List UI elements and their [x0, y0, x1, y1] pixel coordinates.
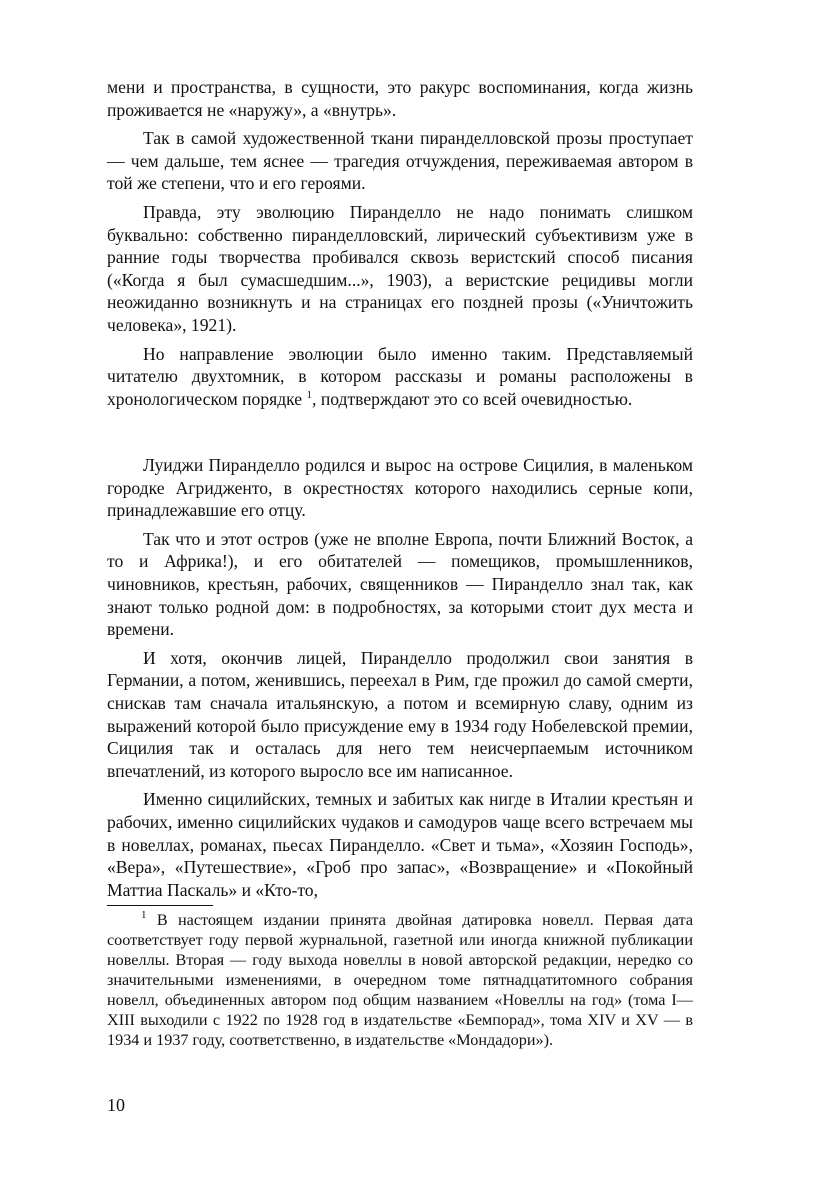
paragraph	[107, 343, 693, 411]
paragraph: Так в самой художественной ткани пиранделловской прозы проступает — чем дальше, тем яснее — трагедия отчуждения, переживаемая автором в той же степени, что и его героями.	[107, 128, 693, 194]
footnote-marker: 1	[141, 909, 147, 921]
paragraph: И хотя, окончив лицей, Пиранделло продолжил свои занятия в Германии, а потом, женившись, переехал в Рим, где прожил до самой смерти, снискав там сначала итальянскую, а потом и всемирную славу, одним из выражений которой было присуждение ему в 1934 году Нобелевской премии, Сицилия так и осталась для него тем неисчерпаемым источником впечатлений, из которого выросло все им написанное.	[107, 647, 693, 781]
text-section-2	[107, 454, 693, 907]
page-number: 10	[107, 1095, 125, 1115]
footnote-reference[interactable]: 1	[306, 388, 313, 401]
text-section-1	[107, 76, 693, 416]
paragraph: Правда, эту эволюцию Пиранделло не надо понимать слишком буквально: собственно пиранделловский, лирический субъективизм уже в ранние годы творчества пробивался сквозь веристский способ писания («Когда я был сумасшедшим...», 1903), а веристские рецидивы могли неожиданно возникнуть и на страницах его поздней прозы («Уничтожить человека», 1921).	[107, 201, 693, 335]
paragraph: мени и пространства, в сущности, это ракурс воспоминания, когда жизнь проживается не «наружу», а «внутрь».	[107, 77, 693, 120]
paragraph-text: Но направление эволюции было именно таким. Представляемый читателю двухтомник, в котором рассказы и романы расположены в хронологическом порядке	[107, 343, 693, 409]
footnote	[107, 910, 693, 1050]
footnote-text: В настоящем издании принята двойная датировка новелл. Первая дата соответствует году первой журнальной, газетной или иногда книжной публикации новеллы. Вторая — году выхода новеллы в новой авторской редакции, нередко со значительными изменениями, в очередном томе пятнадцатитомного собрания новелл, объединенных автором под общим названием «Новеллы на год» (тома I—XIII выходили с 1922 по 1928 год в издательстве «Бемпорад», тома XIV и XV — в 1934 и 1937 году, соответственно, в издательстве «Мондадори»).	[107, 911, 693, 1049]
paragraph: Именно сицилийских, темных и забитых как нигде в Италии крестьян и рабочих, именно сицилийских чудаков и самодуров чаще всего встречаем мы в новеллах, романах, пьесах Пиранделло. «Свет и тьма», «Хозяин Господь», «Вера», «Путешествие», «Гроб про запас», «Возвращение» и «Покойный Маттиа Паскаль» и «Кто-то,	[107, 789, 693, 900]
paragraph: Так что и этот остров (уже не вполне Европа, почти Ближний Восток, а то и Африка!), и его обитателей — помещиков, промышленников, чиновников, крестьян, рабочих, священников — Пиранделло знал так, как знают только родной дом: в подробностях, за которыми стоит дух места и времени.	[107, 528, 693, 640]
paragraph: Луиджи Пиранделло родился и вырос на острове Сицилия, в маленьком городке Агридженто, в окрестностях которого находились серные копи, принадлежавшие его отцу.	[107, 455, 693, 521]
paragraph-text: , подтверждают это со всей очевидностью.	[312, 388, 633, 409]
footnote-divider	[107, 905, 213, 906]
